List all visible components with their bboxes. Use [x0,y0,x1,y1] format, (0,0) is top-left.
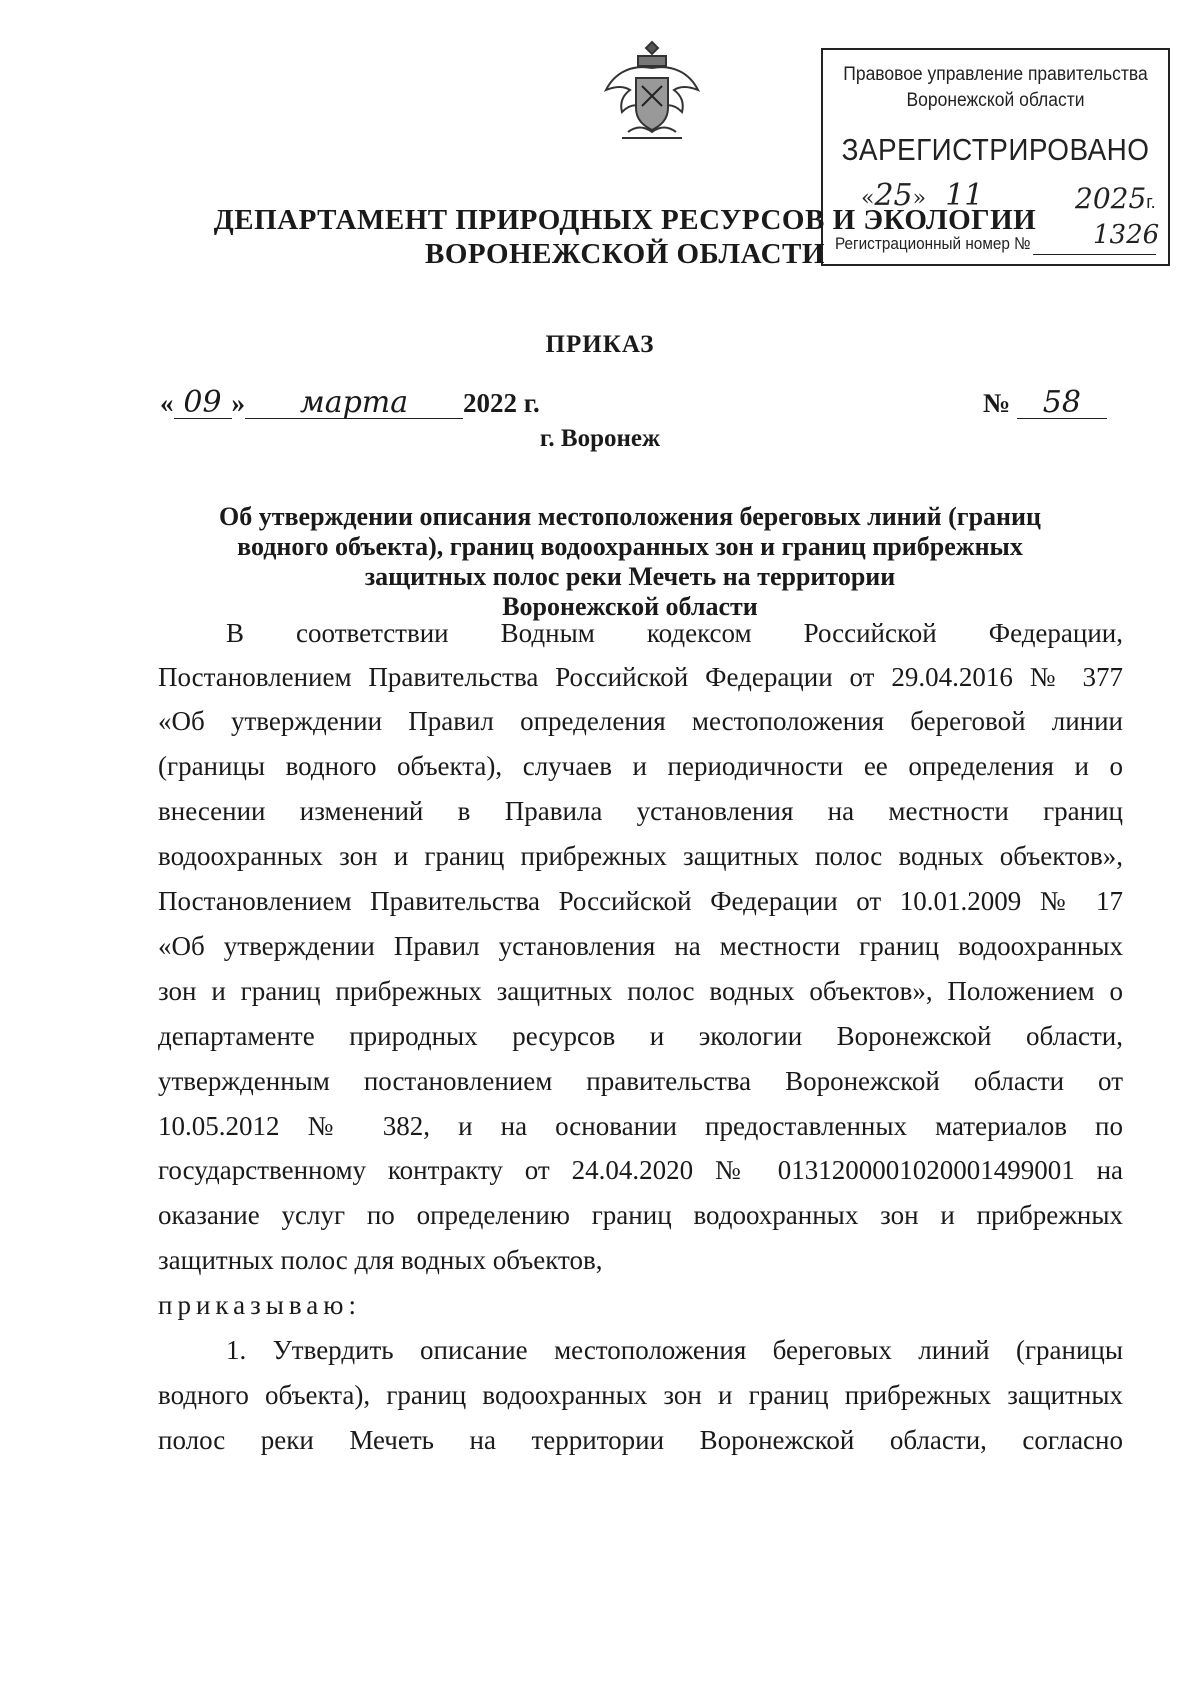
body-line: Постановлением Правительства Российской Федерации от 29.04.2016 № 377 [158,662,1123,692]
order-date: « 09 » марта 2022 г. [160,385,540,420]
body-line: государственному контракту от 24.04.2020 № 0131200001020001499001 на [158,1155,1123,1185]
body-line: внесении изменений в Правила установления на местности границ [158,796,1123,826]
body-line: Постановлением Правительства Российской Федерации от 10.01.2009 № 17 [158,886,1123,916]
order-number-label: № [983,388,1011,418]
body-line: зон и границ прибрежных защитных полос водных объектов», Положением о [158,976,1123,1006]
item-line: полос реки Мечеть на территории Воронежской области, согласно [158,1425,1123,1455]
stamp-year-suffix: г. [1146,192,1156,212]
stamp-year: 2025 [1075,182,1147,215]
order-city: г. Воронеж [539,425,661,452]
stamp-org-line1: Правовое управление правительства [843,64,1148,85]
stamp-reg-number-label: Регистрационный номер № [835,234,1031,253]
stamp-day: 25 [874,178,913,213]
order-number [983,385,1107,420]
department-name-line1: ДЕПАРТАМЕНТ ПРИРОДНЫХ РЕСУРСОВ И ЭКОЛОГИИ [213,204,1037,236]
stamp-reg-number: 1326 [1093,220,1160,250]
body-line: водоохранных зон и границ прибрежных защитных полос водных объектов», [158,841,1123,871]
document-type-title: ПРИКАЗ [545,331,655,358]
stamp-date: «25» 11 [861,178,984,213]
body-line: департаменте природных ресурсов и экологии Воронежской области, [158,1021,1123,1051]
stamp-org-line2: Воронежской области [906,90,1085,111]
body-line: защитных полос для водных объектов, [158,1245,603,1275]
coat-of-arms-emblem [598,38,706,146]
item-line: 1. Утвердить описание местоположения береговых линий (границы [226,1335,1123,1365]
item-line: водного объекта), границ водоохранных зон и границ прибрежных защитных [158,1380,1123,1410]
body-line: (границы водного объекта), случаев и периодичности ее определения и о [158,751,1123,781]
order-number-value: 58 [1017,388,1107,419]
body-line: утвержденным постановлением правительства Воронежской области от [158,1066,1123,1096]
stamp-status: ЗАРЕГИСТРИРОВАНО [841,132,1150,167]
order-year: 2022 г. [463,388,540,418]
body-line: «Об утверждении Правил определения местоположения береговой линии [158,706,1123,736]
department-name-line2: ВОРОНЕЖСКОЙ ОБЛАСТИ [425,238,825,270]
order-day: 09 [174,388,232,419]
body-line: 10.05.2012 № 382, и на основании предоставленных материалов по [158,1111,1123,1141]
subject-line: Воронежской области [502,592,758,621]
stamp-organization [837,62,1154,114]
body-line: В соответствии Водным кодексом Российской Федерации, [226,618,1123,648]
order-directive: приказываю: [158,1290,361,1320]
order-month: марта [245,388,463,419]
body-line: «Об утверждении Правил установления на местности границ водоохранных [158,931,1123,961]
stamp-month: 11 [945,178,984,213]
subject-line: защитных полос реки Мечеть на территории [364,562,896,591]
subject-line: водного объекта), границ водоохранных зон и границ прибрежных [237,532,1023,561]
subject-line: Об утверждении описания местоположения береговых линий (границ [219,502,1041,531]
body-line: оказание услуг по определению границ водоохранных зон и прибрежных [158,1200,1123,1230]
order-subject [170,502,1090,622]
